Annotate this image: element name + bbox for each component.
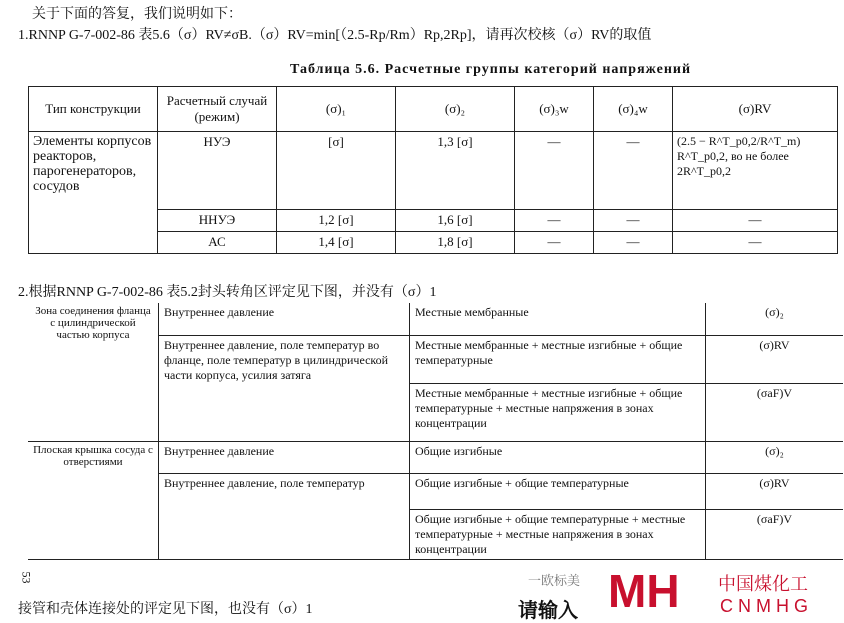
category-cell: (σaF)V — [706, 383, 844, 441]
point-1-text: 1.RNNP G-7-002-86 表5.6（σ）RV≠σB.（σ）RV=min[（2.5-Rp/Rm）Rp,2Rp]，请再次校核（σ）RV的取值 — [18, 28, 652, 43]
load-cell: Внутреннее давление, поле температур — [159, 473, 410, 559]
header-s3w: (σ)₃w — [515, 87, 594, 132]
rv-cell: — — [673, 210, 838, 232]
brand-cn: 中国煤化工 — [718, 574, 808, 595]
stress-cell: Местные мембранные + местные изгибные + общие температурные — [410, 335, 706, 383]
load-cell: Внутреннее давление, поле температур во фланце, поле температур в цилиндрической части корпуса, усилия затяга — [159, 335, 410, 441]
category-cell: (σ)RV — [706, 335, 844, 383]
mode-cell: НУЭ — [158, 132, 277, 210]
stress-cell: Общие изгибные + общие температурные + местные температурные + местные напряжения в зонах концентрации — [410, 509, 706, 559]
s3-cell: — — [515, 232, 594, 254]
rv-cell: — — [673, 232, 838, 254]
header-srv: (σ)RV — [673, 87, 838, 132]
mode-cell: АС — [158, 232, 277, 254]
category-cell: (σ)₂ — [706, 441, 844, 473]
watermark-logo — [508, 566, 838, 621]
table-row — [28, 441, 843, 473]
stress-cell: Местные мембранные + местные изгибные + общие температурные + местные напряжения в зонах концентрации — [410, 383, 706, 441]
category-cell: (σaF)V — [706, 509, 844, 559]
s4-cell: — — [594, 132, 673, 210]
table-row — [29, 132, 838, 210]
page-number: 53 — [19, 571, 34, 584]
s3-cell: — — [515, 132, 594, 210]
group-name-cell: Плоская крышка сосуда с отверстиями — [28, 441, 159, 559]
stress-cell: Местные мембранные — [410, 303, 706, 335]
mode-cell: ННУЭ — [158, 210, 277, 232]
category-cell: (σ)RV — [706, 473, 844, 509]
header-design-case: Расчетный случай (режим) — [158, 87, 277, 132]
category-cell: (σ)₂ — [706, 303, 844, 335]
table-row — [28, 303, 843, 335]
s4-cell: — — [594, 210, 673, 232]
table-header-row — [29, 87, 838, 132]
point-3-text: 接管和壳体连接处的评定见下图，也没有（σ）1 — [18, 602, 313, 617]
stress-cell: Общие изгибные — [410, 441, 706, 473]
flange-zone-table — [28, 303, 843, 560]
s2-cell: 1,3 [σ] — [396, 132, 515, 210]
construction-type-cell: Элементы корпусов реакторов, парогенераторов, сосудов — [29, 132, 158, 254]
watermark-account: 一欧标美 — [528, 573, 581, 588]
header-s4w: (σ)₄w — [594, 87, 673, 132]
brand-en: CNMHG — [720, 596, 813, 616]
s1-cell: 1,4 [σ] — [277, 232, 396, 254]
load-cell: Внутреннее давление — [159, 441, 410, 473]
header-s2: (σ)₂ — [396, 87, 515, 132]
s4-cell: — — [594, 232, 673, 254]
s2-cell: 1,6 [σ] — [396, 210, 515, 232]
stress-cell: Общие изгибные + общие температурные — [410, 473, 706, 509]
logo-letters: MH — [608, 565, 680, 617]
stress-category-table — [28, 86, 838, 254]
table-1-caption: Таблица 5.6. Расчетные группы категорий напряжений — [290, 62, 692, 77]
rv-cell: (2.5 − R^T_p0,2/R^T_m) R^T_p0,2, во не более 2R^T_p0,2 — [673, 132, 838, 210]
header-s1: (σ)₁ — [277, 87, 396, 132]
load-cell: Внутреннее давление — [159, 303, 410, 335]
intro-text: 关于下面的答复，我们说明如下： — [32, 7, 242, 22]
group-name-cell: Зона соединения фланца с цилиндрической частью корпуса — [28, 303, 159, 441]
point-2-text: 2.根据RNNP G-7-002-86 表5.2封头转角区评定见下图，并没有（σ）1 — [18, 285, 437, 300]
s1-cell: 1,2 [σ] — [277, 210, 396, 232]
header-construction-type: Тип конструкции — [29, 87, 158, 132]
s1-cell: [σ] — [277, 132, 396, 210]
watermark-prompt: 请输入 — [518, 598, 578, 622]
s3-cell: — — [515, 210, 594, 232]
s2-cell: 1,8 [σ] — [396, 232, 515, 254]
